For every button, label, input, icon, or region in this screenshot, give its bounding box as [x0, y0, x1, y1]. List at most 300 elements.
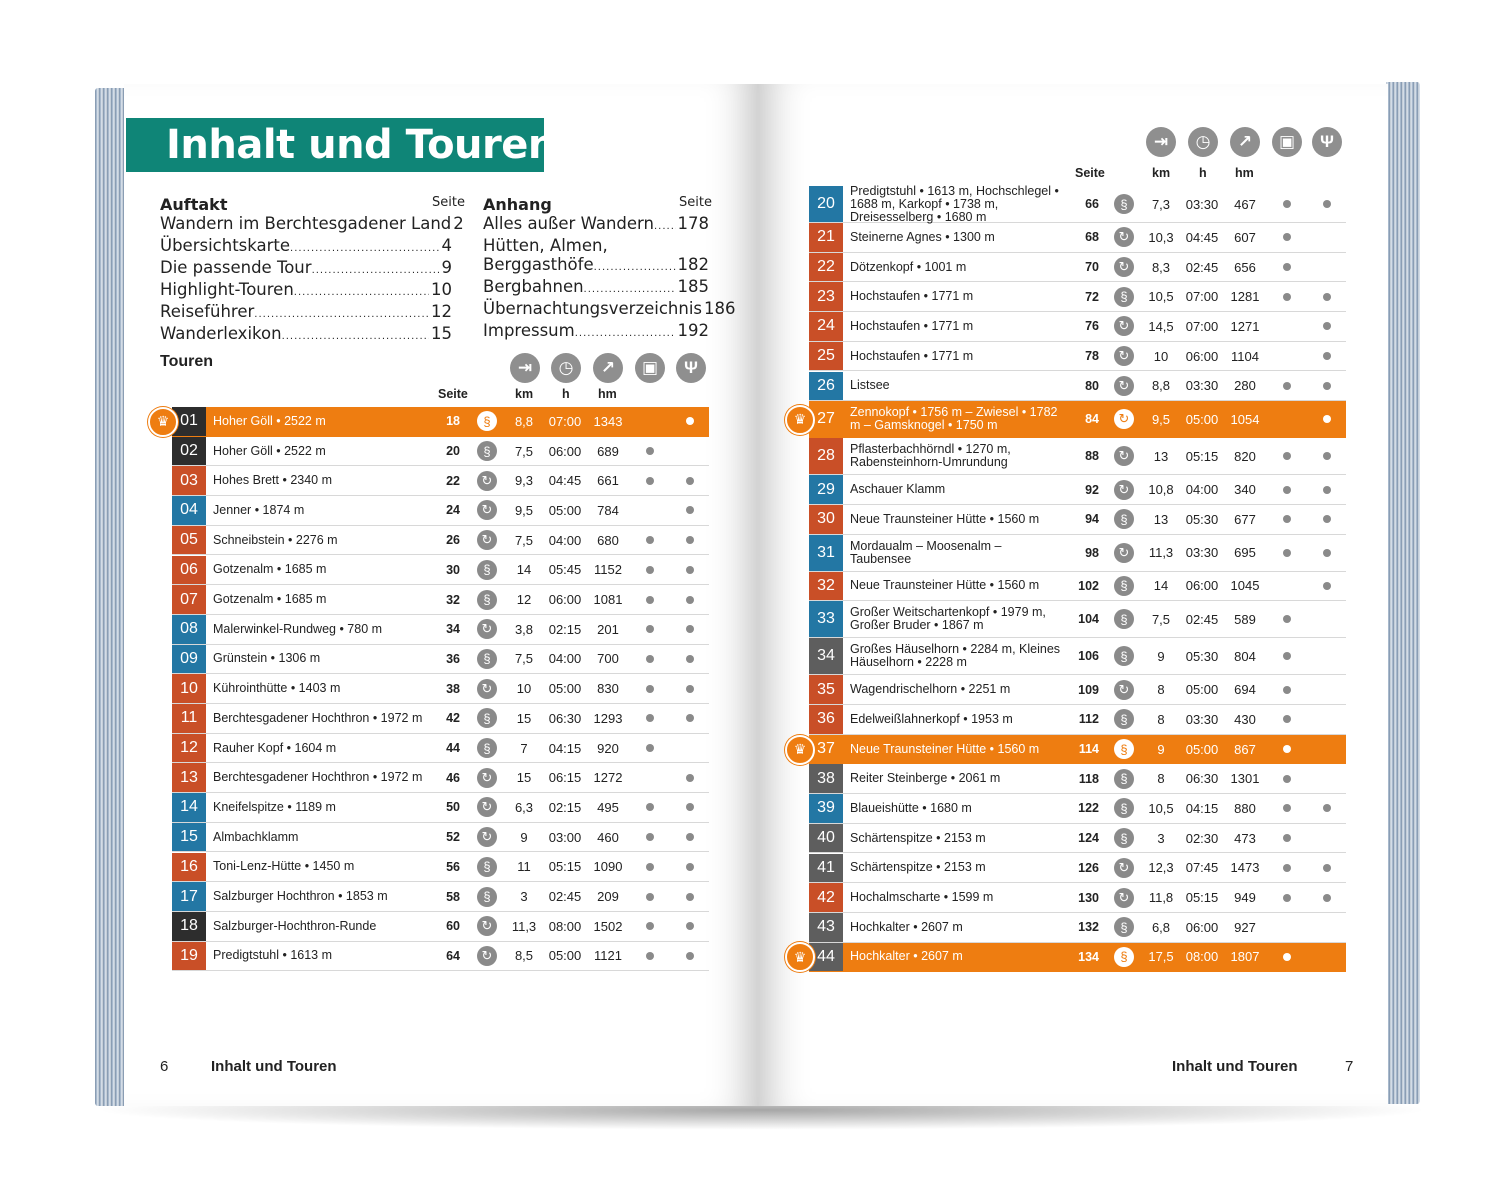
tour-number: 42 [809, 883, 843, 912]
tour-elevation: 880 [1234, 800, 1256, 816]
linear-route-icon: § [1114, 709, 1134, 729]
tour-distance: 11,3 [1148, 545, 1174, 561]
tour-distance: 7,3 [1151, 196, 1171, 212]
tour-page: 104 [1078, 612, 1099, 627]
linear-route-icon: § [1114, 739, 1134, 759]
toc-entry[interactable] [483, 255, 709, 277]
tour-row[interactable] [809, 601, 1346, 638]
tour-name: Gotzenalm • 1685 m [213, 562, 327, 577]
food-available-dot [686, 952, 694, 960]
bus-available-dot [646, 655, 654, 663]
tour-row[interactable] [172, 763, 709, 793]
tour-distance: 9,5 [514, 502, 534, 518]
toc-entry-page: 12 [431, 302, 452, 321]
tour-duration: 05:45 [548, 562, 582, 578]
tour-page: 66 [1085, 197, 1099, 211]
toc-entry[interactable] [483, 214, 709, 236]
food-available-dot [1323, 415, 1331, 423]
tour-name: Hoher Göll • 2522 m [213, 443, 326, 458]
tour-row[interactable] [809, 535, 1346, 572]
tour-page: 64 [446, 948, 460, 963]
tour-duration: 02:15 [548, 621, 582, 637]
tour-elevation: 201 [597, 621, 619, 637]
tour-page: 112 [1078, 712, 1099, 727]
linear-route-icon: § [1114, 828, 1134, 848]
toc-entry-page: 9 [441, 258, 452, 277]
bus-available-dot [1283, 652, 1291, 660]
tour-page: 114 [1078, 742, 1099, 757]
tour-number: 33 [809, 601, 843, 637]
tour-number: 28 [809, 438, 843, 474]
tour-elevation: 1152 [594, 562, 622, 578]
tour-row[interactable] [809, 253, 1346, 283]
tour-distance: 13 [1153, 511, 1169, 527]
tour-row[interactable] [809, 913, 1346, 943]
tour-distance: 7,5 [514, 443, 534, 459]
tour-row[interactable] [809, 312, 1346, 342]
tour-number: 06 [172, 556, 206, 585]
tour-number: 31 [809, 535, 843, 571]
food-available-dot [686, 566, 694, 574]
tour-row[interactable] [809, 764, 1346, 794]
bus-available-dot [1283, 686, 1291, 694]
toc-entry[interactable] [160, 236, 452, 258]
tour-number: 15 [172, 823, 206, 852]
toc-entry-label: Impressum [483, 321, 575, 340]
food-available-dot [1323, 515, 1331, 523]
toc-entry[interactable] [160, 324, 452, 346]
tour-number: 26 [809, 372, 843, 401]
tour-duration: 07:00 [548, 413, 582, 429]
tour-page: 20 [446, 444, 460, 459]
tour-distance: 9,3 [514, 473, 534, 489]
tour-row[interactable] [172, 882, 709, 912]
tour-row[interactable] [172, 407, 709, 437]
tour-page: 78 [1085, 349, 1099, 364]
loop-route-icon: ↻ [477, 946, 497, 966]
tour-name: Neue Traunsteiner Hütte • 1560 m [850, 511, 1040, 526]
tour-duration: 04:15 [548, 740, 582, 756]
linear-route-icon: § [477, 441, 497, 461]
tour-elevation: 920 [597, 740, 619, 756]
tour-row[interactable] [809, 705, 1346, 735]
tour-row[interactable] [172, 556, 709, 586]
tour-row[interactable] [809, 943, 1346, 973]
bus-available-dot [646, 863, 654, 871]
bus-available-dot [646, 536, 654, 544]
highlight-crown-icon: ♛ [785, 735, 815, 765]
tour-row[interactable] [172, 942, 709, 972]
toc-entry[interactable] [483, 299, 736, 321]
toc-entry[interactable] [483, 236, 709, 255]
food-available-dot [686, 685, 694, 693]
tour-elevation: 1054 [1230, 411, 1260, 427]
linear-route-icon: § [477, 649, 497, 669]
tour-duration: 04:00 [548, 532, 582, 548]
bus-available-dot [646, 685, 654, 693]
tour-distance: 10,5 [1148, 800, 1174, 816]
tour-distance: 10 [1153, 348, 1169, 364]
tour-name: Almbachklamm [213, 829, 299, 844]
tour-duration: 04:45 [548, 473, 582, 489]
linear-route-icon: § [1114, 287, 1134, 307]
tour-elevation: 1045 [1230, 578, 1260, 594]
tour-name: Schneibstein • 2276 m [213, 532, 338, 547]
tour-row[interactable] [809, 342, 1346, 372]
tour-row[interactable] [172, 853, 709, 883]
bus-available-dot [646, 952, 654, 960]
bus-available-dot [646, 833, 654, 841]
tour-elevation: 694 [1234, 682, 1256, 698]
tour-duration: 02:15 [548, 799, 582, 815]
tour-duration: 04:00 [548, 651, 582, 667]
toc-entry-label: Wanderlexikon [160, 324, 282, 343]
tour-name: Steinerne Agnes • 1300 m [850, 229, 995, 244]
toc-leader-dots [312, 258, 440, 280]
tour-duration: 04:45 [1185, 229, 1219, 245]
tour-number: 41 [809, 854, 843, 883]
toc-leader-dots [254, 302, 429, 324]
restaurant-icon: Ψ [676, 353, 706, 383]
tour-distance: 8 [1157, 711, 1165, 727]
food-available-dot [1323, 864, 1331, 872]
tour-distance: 6,3 [514, 799, 534, 815]
tour-row[interactable] [809, 572, 1346, 602]
toc-auftakt [160, 195, 465, 346]
footer-title-right: Inhalt und Touren [1172, 1058, 1298, 1075]
tour-duration: 05:30 [1185, 511, 1219, 527]
bus-available-dot [1283, 615, 1291, 623]
tour-elevation: 689 [597, 443, 619, 459]
toc-entry[interactable] [160, 258, 452, 280]
tour-elevation: 820 [1234, 448, 1256, 464]
tour-duration: 07:00 [1185, 289, 1219, 305]
tour-page: 124 [1078, 831, 1099, 846]
tour-distance: 7,5 [514, 532, 534, 548]
tour-number: 27 [809, 401, 843, 437]
toc-entry-page: 4 [441, 236, 452, 255]
toc-entry[interactable] [160, 302, 452, 324]
loop-route-icon: ↻ [477, 500, 497, 520]
tour-name: Schärtenspitze • 2153 m [850, 830, 986, 845]
col-seite-left: Seite [438, 387, 468, 401]
tour-duration: 05:00 [548, 502, 582, 518]
tour-row[interactable] [172, 585, 709, 615]
tour-distance: 3,8 [514, 621, 534, 637]
tour-row[interactable] [172, 466, 709, 496]
tour-name: Edelweißlahnerkopf • 1953 m [850, 711, 1013, 726]
tour-distance: 8,8 [1151, 378, 1171, 394]
loop-route-icon: ↻ [1114, 480, 1134, 500]
toc-entry[interactable] [483, 277, 709, 299]
tour-number: 04 [172, 496, 206, 525]
tour-distance: 11 [517, 859, 531, 875]
linear-route-icon: § [477, 708, 497, 728]
toc-entry-label: Reiseführer [160, 302, 255, 321]
tour-distance: 7,5 [1151, 611, 1171, 627]
tour-name: Hoher Göll • 2522 m [213, 413, 326, 428]
bus-available-dot [646, 625, 654, 633]
tour-name: Predigtstuhl • 1613 m [213, 948, 333, 963]
tour-row[interactable] [172, 793, 709, 823]
tour-page: 126 [1078, 860, 1099, 875]
tour-row[interactable] [809, 854, 1346, 884]
tour-number: 12 [172, 734, 206, 763]
tour-row[interactable] [809, 883, 1346, 913]
tour-page: 24 [446, 503, 460, 518]
tour-row[interactable] [172, 526, 709, 556]
tour-page: 38 [446, 681, 460, 696]
tour-name: Großer Weitschartenkopf • 1979 m, Großer Bruder • 1867 m [850, 605, 1046, 633]
food-available-dot [686, 863, 694, 871]
tour-row[interactable] [809, 223, 1346, 253]
food-available-dot [1323, 322, 1331, 330]
tour-page: 72 [1085, 289, 1099, 304]
food-available-dot [1323, 894, 1331, 902]
tour-duration: 03:30 [1185, 378, 1219, 394]
tour-duration: 07:00 [1185, 318, 1219, 334]
tour-elevation: 340 [1234, 482, 1256, 498]
tour-distance: 9 [1157, 648, 1165, 664]
tour-row[interactable] [172, 734, 709, 764]
tour-row[interactable] [809, 638, 1346, 675]
tour-duration: 03:30 [1185, 545, 1219, 561]
tour-page: 106 [1078, 649, 1099, 664]
tour-row[interactable] [172, 496, 709, 526]
tour-row[interactable] [809, 675, 1346, 705]
linear-route-icon: § [477, 411, 497, 431]
tour-page: 80 [1085, 378, 1099, 393]
tour-elevation: 784 [597, 502, 619, 518]
bus-available-dot [646, 893, 654, 901]
food-available-dot [1323, 293, 1331, 301]
tour-duration: 08:00 [548, 918, 582, 934]
tour-row[interactable] [809, 372, 1346, 402]
tour-number: 36 [809, 705, 843, 734]
col-km-left: km [515, 387, 534, 401]
tour-number: 22 [809, 253, 843, 282]
loop-route-icon: ↻ [1114, 680, 1134, 700]
tour-distance: 8,5 [514, 948, 534, 964]
food-available-dot [1323, 582, 1331, 590]
linear-route-icon: § [477, 738, 497, 758]
tour-page: 32 [446, 592, 460, 607]
toc-leader-dots [654, 214, 676, 236]
tour-name: Neue Traunsteiner Hütte • 1560 m [850, 578, 1040, 593]
tour-row[interactable] [809, 735, 1346, 765]
tour-name: Neue Traunsteiner Hütte • 1560 m [850, 741, 1040, 756]
tour-row[interactable] [172, 674, 709, 704]
signpost-icon: ⇥ [1146, 127, 1176, 157]
tour-row[interactable] [809, 475, 1346, 505]
tour-elevation: 656 [1234, 259, 1256, 275]
tour-name: Listsee [850, 378, 890, 393]
tour-row[interactable] [172, 823, 709, 853]
loop-route-icon: ↻ [1114, 543, 1134, 563]
tour-name: Hochstaufen • 1771 m [850, 348, 974, 363]
tour-row[interactable] [809, 438, 1346, 475]
tour-page: 109 [1078, 682, 1099, 697]
loop-route-icon: ↻ [1114, 346, 1134, 366]
linear-route-icon: § [477, 590, 497, 610]
toc-leader-dots [290, 236, 439, 258]
tour-name: Predigtstuhl • 1613 m, Hochschlegel • 1688 m, Karkopf • 1738 m, Dreisesselberg • 1680 m [850, 183, 1059, 224]
tour-page: 84 [1085, 412, 1099, 427]
tour-row[interactable] [809, 794, 1346, 824]
tour-name: Wagendrischelhorn • 2251 m [850, 682, 1011, 697]
food-available-dot [686, 922, 694, 930]
tour-row[interactable] [809, 824, 1346, 854]
tour-number: 43 [809, 913, 843, 942]
highlight-crown-icon: ♛ [785, 405, 815, 435]
clock-icon: ◷ [1188, 127, 1218, 157]
tour-elevation: 677 [1234, 511, 1256, 527]
tour-distance: 14,5 [1148, 318, 1174, 334]
tour-row[interactable] [809, 505, 1346, 535]
bus-available-dot [1283, 452, 1291, 460]
bus-available-dot [1283, 263, 1291, 271]
tour-distance: 15 [516, 770, 532, 786]
tour-page: 132 [1078, 920, 1099, 935]
tour-elevation: 949 [1234, 890, 1256, 906]
tour-elevation: 1090 [593, 859, 623, 875]
ascent-icon: ↗ [1230, 127, 1260, 157]
tour-number: 01 [172, 407, 206, 436]
toc-entry-page: 186 [704, 299, 736, 318]
tour-row[interactable] [172, 645, 709, 675]
bus-available-dot [1283, 775, 1291, 783]
tour-number: 02 [172, 437, 206, 466]
tour-duration: 06:30 [1185, 771, 1219, 787]
tour-row[interactable] [172, 704, 709, 734]
tour-number: 20 [809, 186, 843, 222]
food-available-dot [686, 833, 694, 841]
tour-page: 58 [446, 889, 460, 904]
tour-number: 44 [809, 943, 843, 972]
toc-auftakt-heading: Auftakt [160, 195, 228, 214]
tour-duration: 06:00 [548, 592, 582, 608]
bus-available-dot [1283, 953, 1291, 961]
tour-duration: 05:00 [548, 948, 582, 964]
tour-distance: 9 [520, 829, 528, 845]
tour-name: Salzburger Hochthron • 1853 m [213, 889, 388, 904]
linear-route-icon: § [1114, 947, 1134, 967]
loop-route-icon: ↻ [1114, 376, 1134, 396]
bus-available-dot [1283, 382, 1291, 390]
toc-anhang-seite-label: Seite [679, 195, 712, 210]
tour-page: 50 [446, 800, 460, 815]
food-available-dot [686, 536, 694, 544]
bus-available-dot [646, 447, 654, 455]
linear-route-icon: § [1114, 917, 1134, 937]
tour-distance: 8 [1157, 682, 1165, 698]
linear-route-icon: § [477, 560, 497, 580]
tour-name: Hohes Brett • 2340 m [213, 473, 333, 488]
tour-elevation: 1121 [594, 948, 622, 964]
food-available-dot [1323, 200, 1331, 208]
tour-row[interactable] [172, 437, 709, 467]
tour-page: 60 [446, 919, 460, 934]
tour-duration: 06:30 [548, 710, 582, 726]
tour-row[interactable] [809, 183, 1346, 224]
footer-page-number-right: 7 [1345, 1058, 1354, 1075]
tour-page: 22 [446, 473, 460, 488]
tour-name: Großes Häuselhorn • 2284 m, Kleines Häuselhorn • 2228 m [850, 642, 1061, 670]
tour-duration: 02:30 [1185, 830, 1219, 846]
loop-route-icon: ↻ [477, 530, 497, 550]
tour-distance: 10,8 [1148, 482, 1174, 498]
food-available-dot [686, 596, 694, 604]
tour-duration: 03:30 [1185, 196, 1219, 212]
touren-heading: Touren [160, 353, 214, 370]
tour-duration: 06:00 [1185, 578, 1219, 594]
toc-entry[interactable] [483, 321, 709, 343]
tour-page: 56 [446, 859, 460, 874]
tour-row[interactable] [172, 615, 709, 645]
toc-entry[interactable] [160, 280, 452, 302]
food-available-dot [686, 803, 694, 811]
tour-name: Gotzenalm • 1685 m [213, 592, 327, 607]
toc-entry-label: Highlight-Touren [160, 280, 294, 299]
tour-row[interactable] [172, 912, 709, 942]
tour-elevation: 1301 [1230, 771, 1260, 787]
tour-page: 102 [1078, 578, 1099, 593]
tour-duration: 05:00 [1185, 411, 1219, 427]
tour-duration: 06:00 [1185, 919, 1219, 935]
tour-page: 68 [1085, 230, 1099, 245]
toc-entry-label: Alles außer Wandern [483, 214, 654, 233]
toc-entry[interactable] [160, 214, 464, 236]
linear-route-icon: § [1114, 609, 1134, 629]
tour-elevation: 700 [597, 651, 619, 667]
page-edges-right [1386, 82, 1420, 1104]
tour-number: 34 [809, 638, 843, 674]
toc-leader-dots [575, 321, 676, 343]
tour-row[interactable] [809, 282, 1346, 312]
tour-number: 30 [809, 505, 843, 534]
bus-available-dot [1283, 233, 1291, 241]
tour-number: 32 [809, 572, 843, 601]
linear-route-icon: § [1114, 769, 1134, 789]
tour-row[interactable] [809, 401, 1346, 438]
page-edges-left [95, 88, 127, 1106]
tour-distance: 10,3 [1148, 229, 1174, 245]
tour-duration: 05:15 [548, 859, 582, 875]
bus-available-dot [1283, 834, 1291, 842]
tour-number: 17 [172, 882, 206, 911]
linear-route-icon: § [1114, 646, 1134, 666]
tour-elevation: 1343 [593, 413, 623, 429]
tour-elevation: 1293 [593, 710, 623, 726]
bus-available-dot [646, 922, 654, 930]
tour-number: 24 [809, 312, 843, 341]
linear-route-icon: § [1114, 509, 1134, 529]
food-available-dot [1323, 352, 1331, 360]
tour-duration: 08:00 [1185, 949, 1219, 965]
tour-distance: 8 [1157, 771, 1165, 787]
tour-name: Rauher Kopf • 1604 m [213, 740, 337, 755]
tour-name: Mordaualm – Moosenalm – Taubensee [850, 538, 1002, 566]
toc-entry-label: Die passende Tour [160, 258, 312, 277]
tour-elevation: 1281 [1230, 289, 1260, 305]
tour-duration: 05:00 [1185, 682, 1219, 698]
tour-distance: 6,8 [1151, 919, 1171, 935]
bus-available-dot [1283, 715, 1291, 723]
col-km-right: km [1152, 166, 1171, 180]
tour-page: 52 [446, 830, 460, 845]
tour-elevation: 209 [597, 889, 619, 905]
footer-page-number-left: 6 [160, 1058, 169, 1075]
